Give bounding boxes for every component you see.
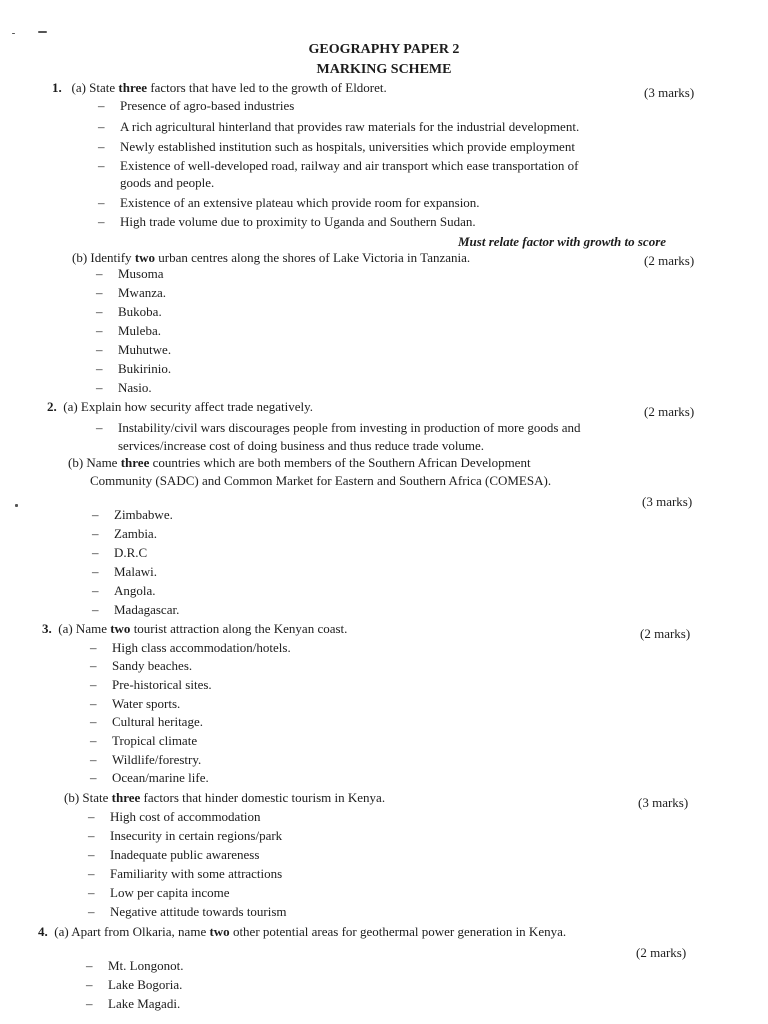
q3b-prompt: (b) State three factors that hinder domestic tourism in Kenya. — [64, 790, 386, 805]
q3a-marks: (2 marks) — [640, 626, 691, 641]
list-item: – Negative attitude towards tourism — [88, 904, 287, 919]
list-item: – Familiarity with some attractions — [88, 866, 283, 881]
list-item-continuation: services/increase cost of doing business and thus reduce trade volume. — [118, 438, 485, 453]
list-item: – Muhutwe. — [96, 342, 172, 357]
q2b-prompt-line2: Community (SADC) and Common Market for Eastern and Southern Africa (COMESA). — [90, 473, 552, 488]
scan-speck — [15, 504, 18, 507]
list-item: – Inadequate public awareness — [88, 847, 260, 862]
list-item: – A rich agricultural hinterland that provides raw materials for the industrial development. — [98, 119, 580, 134]
q4-number: 4. — [38, 924, 48, 939]
q1b-prompt: (b) Identify two urban centres along the shores of Lake Victoria in Tanzania. — [72, 250, 471, 265]
q1a-marks: (3 marks) — [644, 85, 695, 100]
list-item: – Madagascar. — [92, 602, 180, 617]
q2b-prompt: (b) Name three countries which are both members of the Southern African Development — [68, 455, 531, 470]
list-item: – Lake Bogoria. — [86, 977, 183, 992]
q2b-marks: (3 marks) — [642, 494, 693, 509]
list-item: – Water sports. — [90, 696, 181, 711]
scan-speck — [38, 31, 47, 33]
list-item: – Ocean/marine life. — [90, 770, 209, 785]
list-item: – Mwanza. — [96, 285, 167, 300]
list-item: – Angola. — [92, 583, 156, 598]
q1b-marks: (2 marks) — [644, 253, 695, 268]
list-item: – Insecurity in certain regions/park — [88, 828, 283, 843]
q4a-marks: (2 marks) — [636, 945, 687, 960]
list-item: – Tropical climate — [90, 733, 198, 748]
list-item: – Existence of well-developed road, railway and air transport which ease transportation of — [98, 158, 579, 173]
list-item: – Nasio. — [96, 380, 152, 395]
q4a-prompt: 4. (a) Apart from Olkaria, name two other potential areas for geothermal power generation in Kenya. — [38, 924, 567, 939]
list-item: – Malawi. — [92, 564, 157, 579]
q1a-prompt: 1. (a) State three factors that have led to the growth of Eldoret. — [52, 80, 387, 95]
list-item: – D.R.C — [92, 545, 148, 560]
document-title: GEOGRAPHY PAPER 2 — [308, 42, 460, 57]
scan-speck — [12, 33, 15, 34]
q1-number: 1. — [52, 80, 62, 95]
list-item: – Bukoba. — [96, 304, 162, 319]
q2-number: 2. — [47, 399, 57, 414]
q2a-prompt: 2. (a) Explain how security affect trade negatively. — [47, 399, 314, 414]
list-item: – Instability/civil wars discourages people from investing in production of more goods and — [96, 420, 581, 435]
list-item: – Wildlife/forestry. — [90, 752, 202, 767]
q2a-marks: (2 marks) — [644, 404, 695, 419]
list-item: – Zambia. — [92, 526, 157, 541]
document-subtitle: MARKING SCHEME — [316, 62, 452, 77]
q3-number: 3. — [42, 621, 52, 636]
list-item: – Mt. Longonot. — [86, 958, 184, 973]
list-item: – Cultural heritage. — [90, 714, 203, 729]
list-item: – High trade volume due to proximity to Uganda and Southern Sudan. — [98, 214, 476, 229]
q3b-marks: (3 marks) — [638, 795, 689, 810]
list-item: – Presence of agro-based industries — [98, 98, 295, 113]
list-item: – High class accommodation/hotels. — [90, 640, 291, 655]
q3a-prompt: 3. (a) Name two tourist attraction along the Kenyan coast. — [42, 621, 348, 636]
marking-note: Must relate factor with growth to score — [458, 234, 667, 249]
list-item-continuation: goods and people. — [120, 175, 215, 190]
list-item: – Lake Magadi. — [86, 996, 181, 1011]
list-item: – Low per capita income — [88, 885, 230, 900]
list-item: – Newly established institution such as hospitals, universities which provide employment — [98, 139, 575, 154]
list-item: – High cost of accommodation — [88, 809, 261, 824]
list-item: – Existence of an extensive plateau which provide room for expansion. — [98, 195, 480, 210]
list-item: – Pre-historical sites. — [90, 677, 212, 692]
list-item: – Muleba. — [96, 323, 161, 338]
list-item: – Musoma — [96, 266, 164, 281]
list-item: – Sandy beaches. — [90, 658, 193, 673]
list-item: – Bukirinio. — [96, 361, 172, 376]
list-item: – Zimbabwe. — [92, 507, 173, 522]
